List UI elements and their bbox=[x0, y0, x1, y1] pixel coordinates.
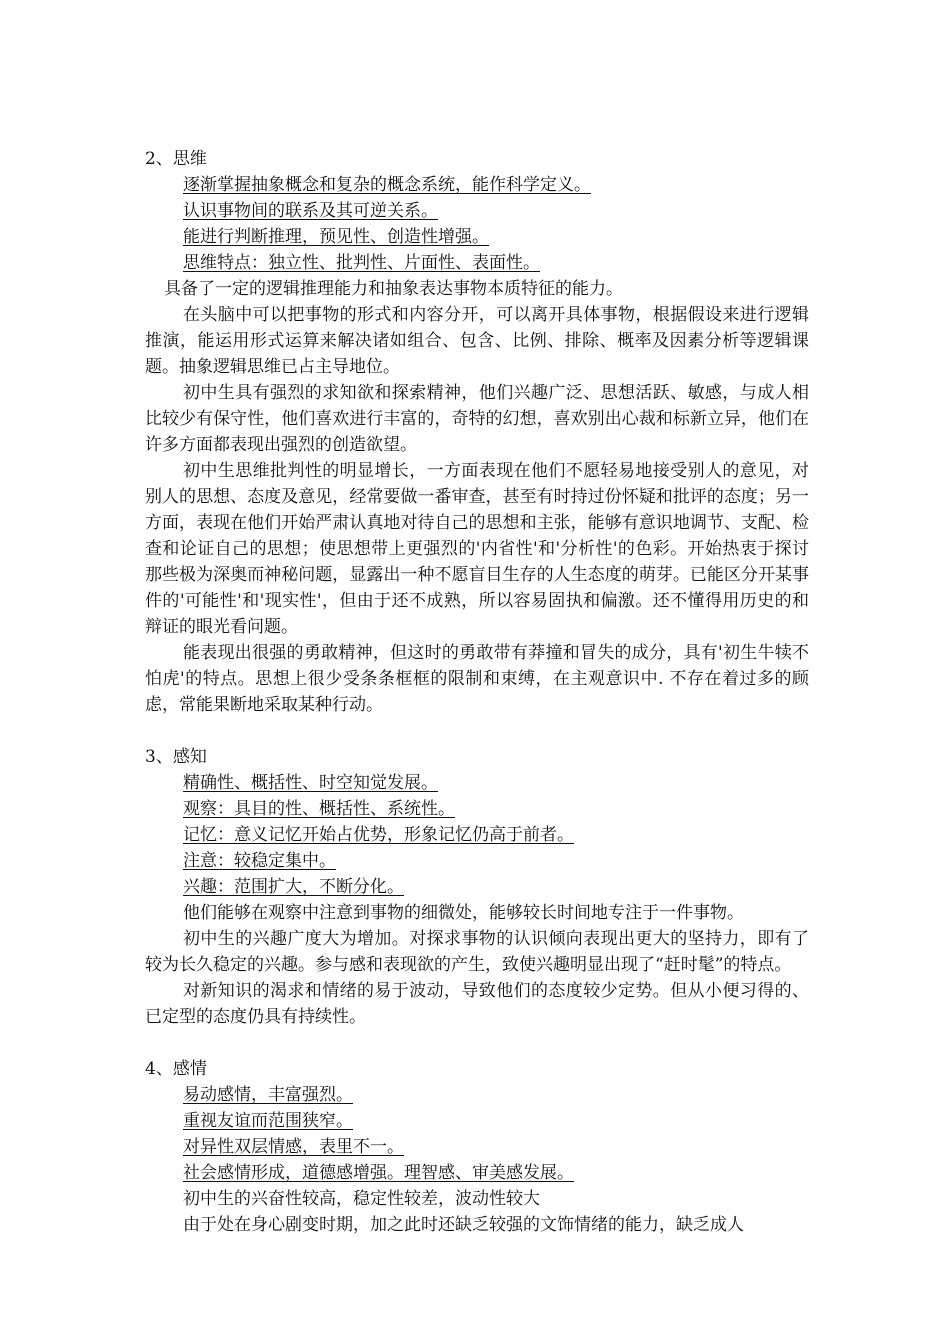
body-paragraph: 初中生思维批判性的明显增长，一方面表现在他们不愿轻易地接受别人的意见，对别人的思想、态度及意见，经常要做一番审查，甚至有时持过份怀疑和批评的态度；另一方面，表现在他们开始严肃认真地对待自己的思想和主张，能够有意识地调节、支配、检查和论证自己的思想；使思想带上更强烈的'内省性'和'分析性'的色彩。开始热衷于探讨那些极为深奥而神秘问题，显露出一种不愿盲目生存的人生态度的萌芽。已能区分开某事件的'可能性'和'现实性'，但由于还不成熟，所以容易固执和偏激。还不懂得用历史的和辩证的眼光看问题。 bbox=[145, 461, 809, 637]
section-heading-perception: 3、感知 bbox=[145, 747, 207, 767]
body-paragraph: 初中生的兴趣广度大为增加。对探求事物的认识倾向表现出更大的坚持力，即有了较为长久稳定的兴趣。参与感和表现欲的产生，致使兴趣明显出现了“赶时髦”的特点。 bbox=[145, 929, 809, 975]
key-point: 社会感情形成，道德感增强。理智感、审美感发展。 bbox=[183, 1163, 574, 1183]
key-point: 兴趣：范围扩大，不断分化。 bbox=[183, 877, 404, 897]
document-page bbox=[145, 146, 809, 1238]
key-point: 重视友谊而范围狭窄。 bbox=[183, 1111, 353, 1131]
body-paragraph: 他们能够在观察中注意到事物的细微处，能够较长时间地专注于一件事物。 bbox=[183, 903, 744, 923]
section-gap bbox=[145, 1030, 809, 1056]
body-paragraph: 初中生具有强烈的求知欲和探索精神，他们兴趣广泛、思想活跃、敏感，与成人相比较少有保守性，他们喜欢进行丰富的，奇特的幻想，喜欢别出心裁和标新立异，他们在许多方面都表现出强烈的创造欲望。 bbox=[145, 383, 809, 455]
key-point: 易动感情，丰富强烈。 bbox=[183, 1085, 353, 1105]
lead-line: 具备了一定的逻辑推理能力和抽象表达事物本质特征的能力。 bbox=[164, 279, 623, 299]
key-point: 思维特点：独立性、批判性、片面性、表面性。 bbox=[183, 253, 540, 273]
section-heading-thinking: 2、思维 bbox=[145, 149, 207, 169]
section-heading-emotion: 4、感情 bbox=[145, 1059, 207, 1079]
key-point: 精确性、概括性、时空知觉发展。 bbox=[183, 773, 438, 793]
section-gap bbox=[145, 718, 809, 744]
key-point: 认识事物间的联系及其可逆关系。 bbox=[183, 201, 438, 221]
body-paragraph: 能表现出很强的勇敢精神，但这时的勇敢带有莽撞和冒失的成分，具有'初生牛犊不怕虎'的特点。思想上很少受条条框框的限制和束缚，在主观意识中. 不存在着过多的顾虑，常能果断地采取某种行动。 bbox=[145, 643, 809, 715]
key-point: 逐渐掌握抽象概念和复杂的概念系统，能作科学定义。 bbox=[183, 175, 591, 195]
key-point: 能进行判断推理，预见性、创造性增强。 bbox=[183, 227, 489, 247]
body-paragraph: 对新知识的渴求和情绪的易于波动，导致他们的态度较少定势。但从小便习得的、已定型的态度仍具有持续性。 bbox=[145, 981, 809, 1027]
body-paragraph-truncated: 由于处在身心剧变时期，加之此时还缺乏较强的文饰情绪的能力，缺乏成人 bbox=[183, 1215, 744, 1235]
body-paragraph: 初中生的兴奋性较高，稳定性较差，波动性较大 bbox=[183, 1189, 540, 1209]
key-point: 对异性双层情感，表里不一。 bbox=[183, 1137, 404, 1157]
key-point: 记忆：意义记忆开始占优势，形象记忆仍高于前者。 bbox=[183, 825, 574, 845]
body-paragraph: 在头脑中可以把事物的形式和内容分开，可以离开具体事物，根据假设来进行逻辑推演，能运用形式运算来解决诸如组合、包含、比例、排除、概率及因素分析等逻辑课题。抽象逻辑思维已占主导地位。 bbox=[145, 305, 809, 377]
key-point: 注意：较稳定集中。 bbox=[183, 851, 336, 871]
key-point: 观察：具目的性、概括性、系统性。 bbox=[183, 799, 455, 819]
